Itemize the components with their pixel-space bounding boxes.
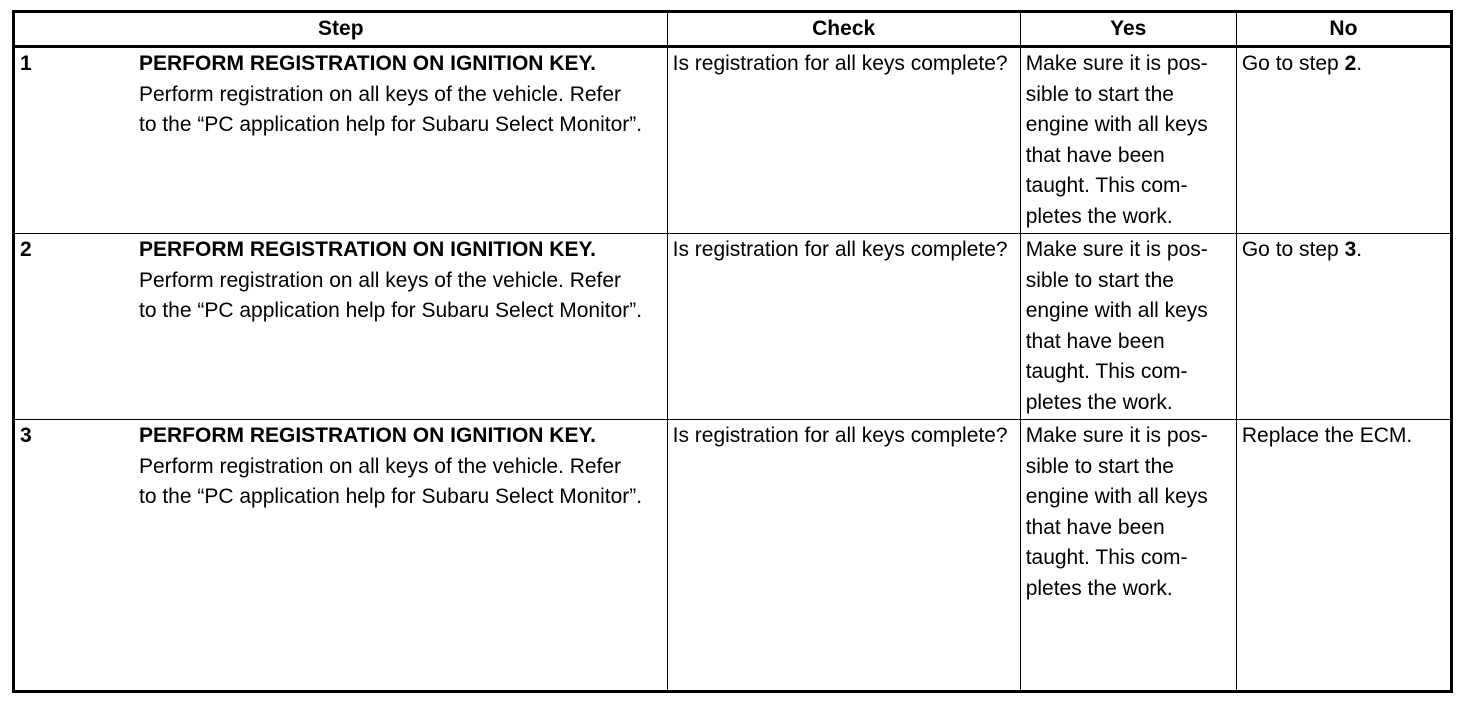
table-row [14,420,1452,692]
step-body [139,49,644,141]
yes-cell: Make sure it is possible to start the engine with all keys that have been taught. This completes the work. [1020,234,1236,420]
step-body [139,421,644,513]
no-suffix: . [1356,238,1363,261]
table-header-row [14,12,1452,47]
check-cell: Is registration for all keys complete? [667,420,1020,692]
no-cell [1236,420,1451,692]
step-description: Perform registration on all keys of the vehicle. Refer to the “PC application help for Subaru Select Monitor”. [139,82,643,136]
no-step-ref: 2 [1344,52,1357,75]
step-title: PERFORM REGISTRATION ON IGNITION KEY. [139,424,596,447]
step-number: 3 [20,424,32,447]
header-check: Check [667,12,1020,47]
diagnostic-table [12,10,1453,693]
step-cell [14,420,668,692]
no-text: Go to step [1241,52,1345,75]
no-step-ref: 3 [1344,238,1357,261]
step-description: Perform registration on all keys of the vehicle. Refer to the “PC application help for Subaru Select Monitor”. [139,454,643,508]
step-number: 1 [20,52,32,75]
no-suffix: . [1356,52,1363,75]
no-cell [1236,234,1451,420]
step-cell [14,234,668,420]
table-row [14,234,1452,420]
check-cell: Is registration for all keys complete? [667,47,1020,234]
header-yes: Yes [1020,12,1236,47]
check-cell: Is registration for all keys complete? [667,234,1020,420]
step-title: PERFORM REGISTRATION ON IGNITION KEY. [139,238,596,261]
no-cell [1236,47,1451,234]
yes-cell: Make sure it is possible to start the engine with all keys that have been taught. This completes the work. [1020,47,1236,234]
step-number: 2 [20,238,32,261]
header-no: No [1236,12,1451,47]
no-text: Replace the ECM. [1241,424,1413,447]
yes-cell: Make sure it is possible to start the engine with all keys that have been taught. This completes the work. [1020,420,1236,692]
step-title: PERFORM REGISTRATION ON IGNITION KEY. [139,52,596,75]
diagnostic-procedure-document [12,10,1453,693]
table-row [14,47,1452,234]
no-text: Go to step [1241,238,1345,261]
header-step: Step [14,12,668,47]
step-description: Perform registration on all keys of the vehicle. Refer to the “PC application help for Subaru Select Monitor”. [139,268,643,322]
step-cell [14,47,668,234]
step-body [139,235,644,327]
